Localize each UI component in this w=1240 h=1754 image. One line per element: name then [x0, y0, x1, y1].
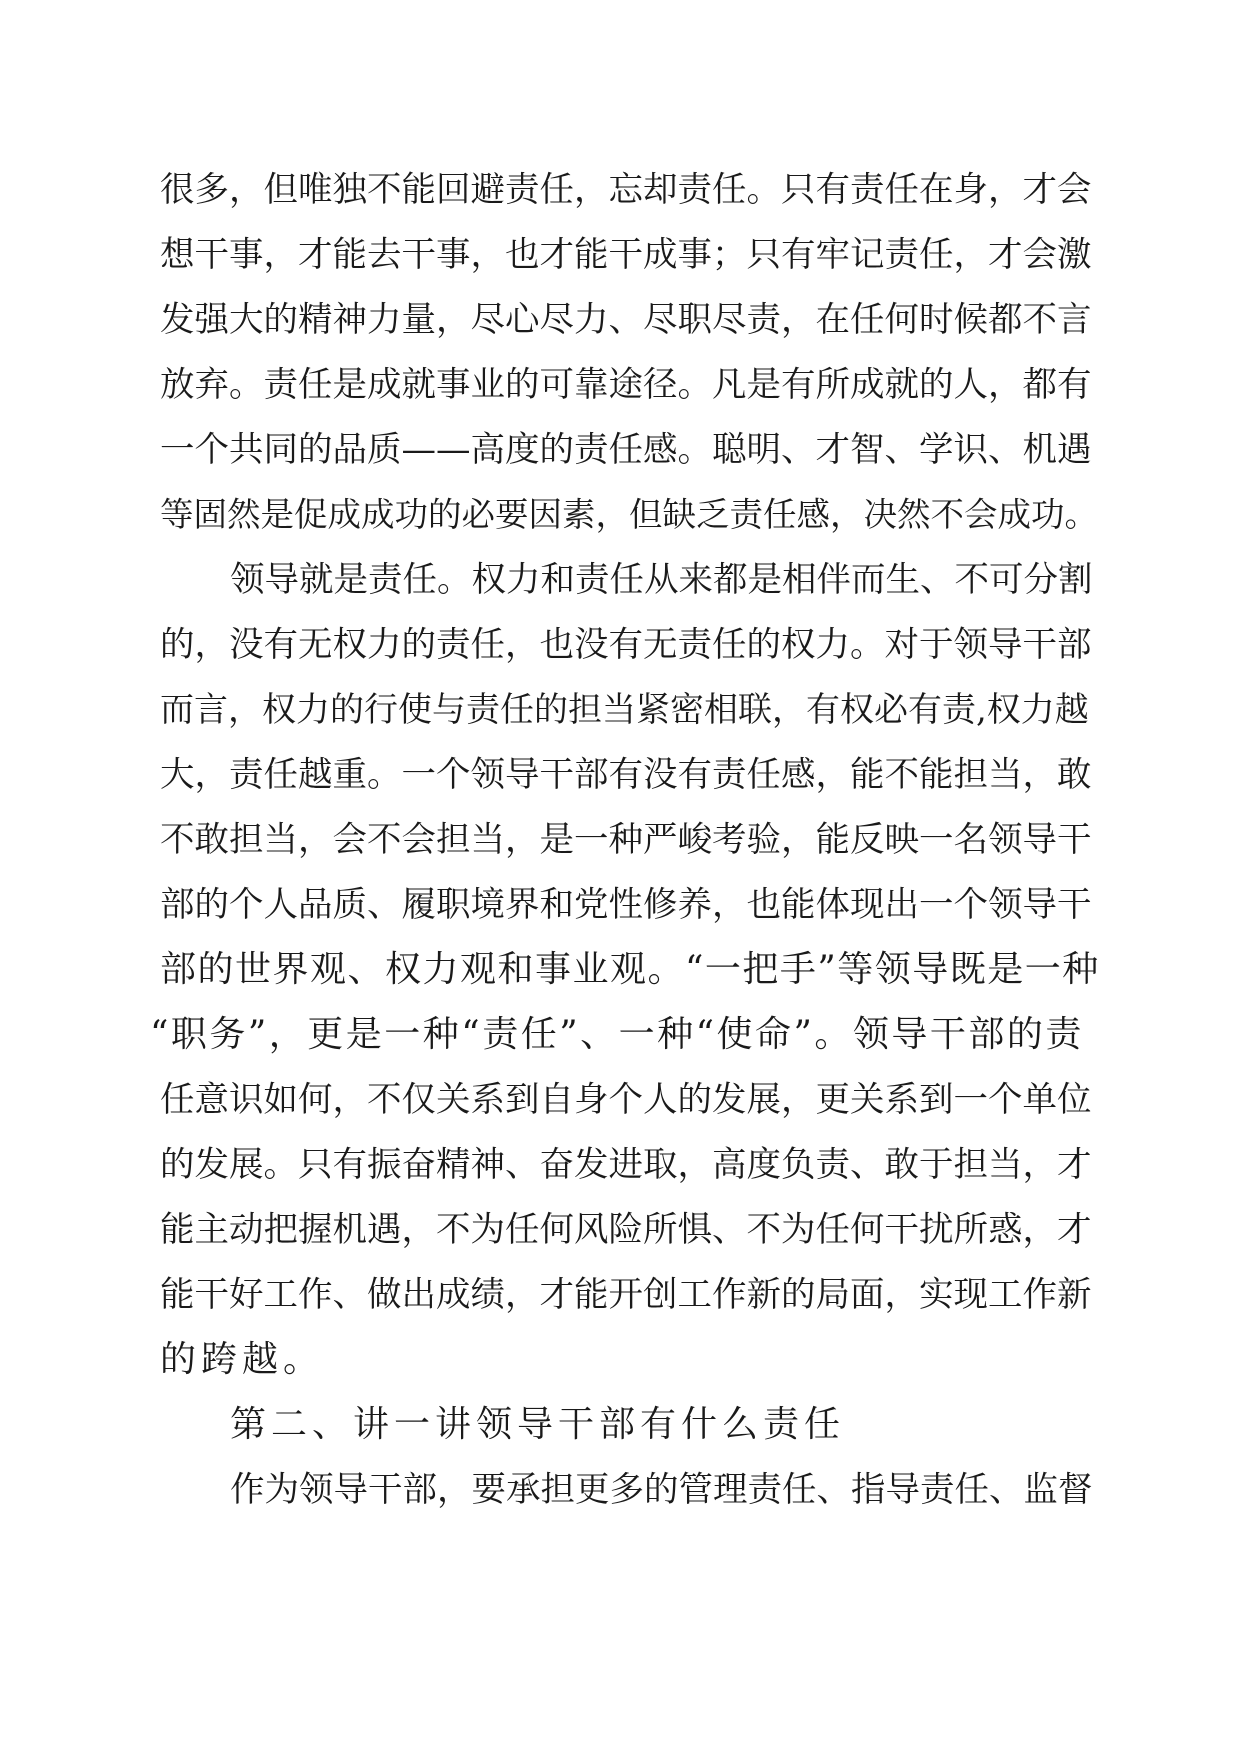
text-line: 想干事，才能去干事，也才能干成事；只有牢记责任，才会激	[160, 235, 1092, 275]
text-line: 的跨越。	[160, 1339, 325, 1380]
text-line: 不敢担当，会不会担当，是一种严峻考验，能反映一名领导干	[160, 820, 1092, 860]
paragraph-first-line: 领导就是责任。权力和责任从来都是相伴而生、不可分割	[230, 560, 1093, 600]
text-line: 等固然是促成成功的必要因素，但缺乏责任感，决然不会成功。	[160, 495, 1098, 534]
text-line: 发强大的精神力量，尽心尽力、尽职尽责，在任何时候都不言	[160, 300, 1092, 340]
text-line: 大，责任越重。一个领导干部有没有责任感，能不能担当，敢	[160, 755, 1092, 795]
text-line: 能主动把握机遇，不为任何风险所惧、不为任何干扰所惑，才	[160, 1210, 1092, 1250]
text-line: 部的世界观、权力观和事业观。“一把手”等领导既是一种	[160, 949, 1100, 990]
text-line: “职务”，更是一种“责任”、一种“使命”。领导干部的责	[150, 1014, 1084, 1055]
text-line: 部的个人品质、履职境界和党性修养，也能体现出一个领导干	[160, 885, 1092, 925]
text-line: 放弃。责任是成就事业的可靠途径。凡是有所成就的人，都有	[160, 365, 1092, 405]
text-line: 的，没有无权力的责任，也没有无责任的权力。对于领导干部	[160, 625, 1092, 665]
text-line: 任意识如何，不仅关系到自身个人的发展，更关系到一个单位	[160, 1080, 1092, 1120]
section-heading: 第二、讲一讲领导干部有什么责任	[230, 1404, 846, 1445]
text-line: 能干好工作、做出成绩，才能开创工作新的局面，实现工作新	[160, 1275, 1092, 1315]
paragraph-first-line: 作为领导干部，要承担更多的管理责任、指导责任、监督	[230, 1470, 1093, 1510]
text-line: 的发展。只有振奋精神、奋发进取，高度负责、敢于担当，才	[160, 1145, 1092, 1185]
text-line: 一个共同的品质——高度的责任感。聪明、才智、学识、机遇	[160, 430, 1092, 470]
text-line: 很多，但唯独不能回避责任，忘却责任。只有责任在身，才会	[160, 170, 1092, 210]
text-line: 而言，权力的行使与责任的担当紧密相联，有权必有责,权力越	[160, 690, 1089, 730]
